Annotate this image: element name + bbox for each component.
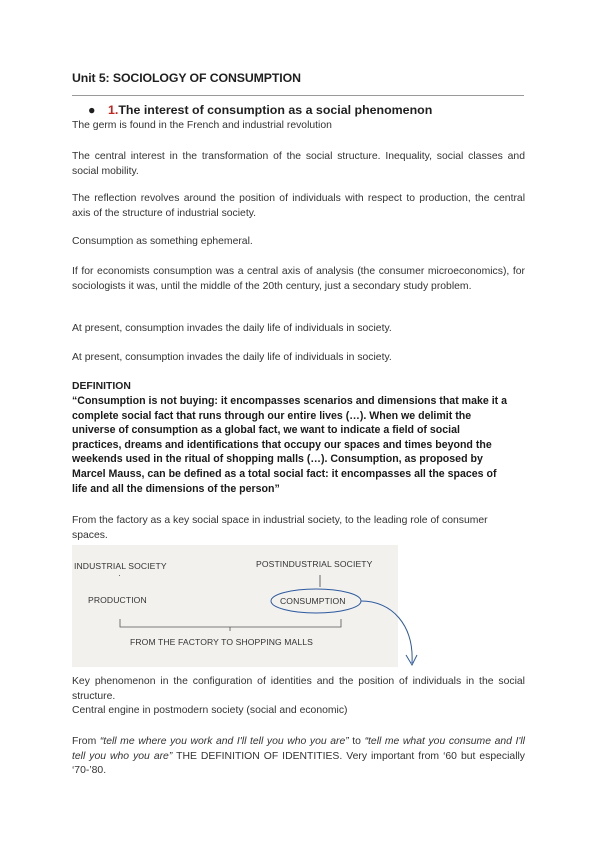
final-prefix: From: [72, 736, 100, 747]
arrow-curve: [361, 601, 412, 663]
bullet-icon: ●: [88, 103, 96, 117]
paragraph: The reflection revolves around the position of individuals with respect to production, the central axis of the structure of industrial society.: [72, 193, 525, 219]
section-heading-text: The interest of consumption as a social phenomenon: [118, 103, 433, 117]
paragraph: The central interest in the transformation of the social structure. Inequality, social classes and social mobility.: [72, 151, 525, 177]
paragraph: Consumption as something ephemeral.: [72, 236, 253, 247]
postindustrial-society-label: POSTINDUSTRIAL SOCIETY: [256, 559, 373, 569]
arrow-head-icon: [406, 655, 417, 665]
paragraph: Central engine in postmodern society (social and economic): [72, 705, 348, 716]
paragraph: If for economists consumption was a central axis of analysis (the consumer microeconomics), for sociologists it was, until the middle of the 20th century, just a secondary study problem.: [72, 266, 525, 292]
paragraph: At present, consumption invades the daily life of individuals in society.: [72, 352, 392, 363]
industrial-society-label: INDUSTRIAL SOCIETY: [74, 561, 167, 571]
identity-paragraph: [72, 735, 525, 779]
production-label: PRODUCTION: [88, 595, 147, 605]
paragraph: From the factory as a key social space in industrial society, to the leading role of consumer spaces.: [72, 515, 488, 541]
quote-consume: “tell me what you consume and I'll tell you who you are”: [72, 736, 525, 762]
tick-mark: ·: [118, 570, 121, 580]
paragraph: The germ is found in the French and industrial revolution: [72, 120, 332, 131]
definition-heading: DEFINITION: [72, 381, 131, 392]
consumption-label: CONSUMPTION: [280, 596, 346, 606]
diagram-svg: [72, 545, 452, 675]
section-number: 1.: [108, 103, 119, 117]
title-divider: [72, 95, 524, 96]
bracket-line: [120, 619, 341, 627]
paragraph: Key phenomenon in the configuration of identities and the position of individuals in the social structure.: [72, 676, 525, 702]
section-heading: [88, 103, 432, 117]
quote-work: “tell me where you work and I'll tell you who you are”: [99, 736, 349, 747]
final-to: to: [348, 736, 365, 747]
page-title: Unit 5: SOCIOLOGY OF CONSUMPTION: [72, 71, 301, 85]
definition-quote: “Consumption is not buying: it encompasses scenarios and dimensions that make it a complete social fact that runs through our entire lives (…). When we delimit the universe of consumption as a global fact, we want to indicate a field of social practices, dreams and identifications that occupy our spaces and times beyond the weekends used in the ritual of shopping malls (…). Consumption, as proposed by Marcel Mauss, can be defined as a total social fact: it encompasses all the spaces of life and all the dimensions of the person”: [72, 395, 508, 495]
paragraph: At present, consumption invades the daily life of individuals in society.: [72, 323, 392, 334]
consumption-diagram: [72, 545, 398, 667]
final-suffix: THE DEFINITION OF IDENTITIES. Very important from ‘60 but especially ‘70-’80.: [72, 750, 526, 777]
diagram-caption: FROM THE FACTORY TO SHOPPING MALLS: [130, 637, 313, 647]
